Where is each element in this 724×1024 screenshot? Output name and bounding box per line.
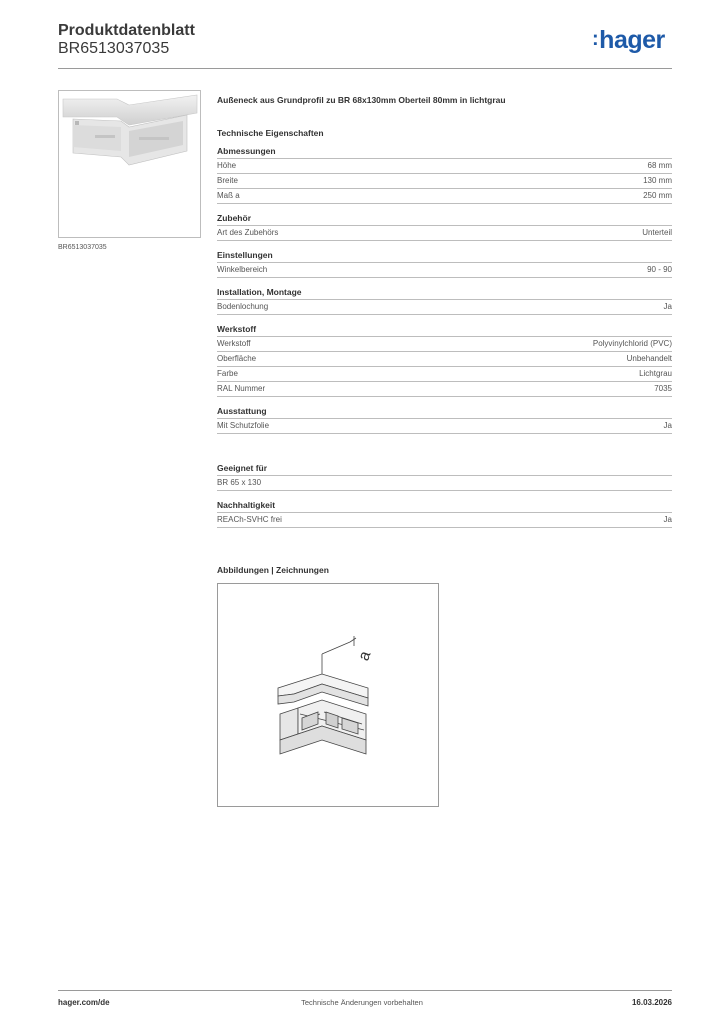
section-title: Installation, Montage xyxy=(217,287,672,300)
spec-label: Breite xyxy=(217,176,238,185)
spec-row xyxy=(217,367,672,382)
spec-label: RAL Nummer xyxy=(217,384,266,393)
spec-label: Höhe xyxy=(217,161,237,170)
spec-section xyxy=(217,324,672,397)
spec-value: Ja xyxy=(663,421,672,430)
spec-value: 7035 xyxy=(654,384,672,393)
spec-value: 90 - 90 xyxy=(647,265,672,274)
page-title: Produktdatenblatt xyxy=(58,22,195,39)
section-title: Werkstoff xyxy=(217,324,672,337)
footer-date: 16.03.2026 xyxy=(631,998,672,1007)
product-code: BR6513037035 xyxy=(58,40,170,57)
spec-content xyxy=(217,95,672,537)
spec-label: Farbe xyxy=(217,369,238,378)
hager-logo xyxy=(592,26,665,55)
thumbnail-caption: BR6513037035 xyxy=(58,244,107,251)
logo-text: hager xyxy=(599,26,665,54)
spec-row xyxy=(217,337,672,352)
spec-label: BR 65 x 130 xyxy=(217,478,262,487)
spec-value: 130 mm xyxy=(643,176,672,185)
product-photo-icon xyxy=(59,91,200,237)
technical-drawing-icon xyxy=(218,584,438,806)
section-title: Geeignet für xyxy=(217,463,672,476)
section-title: Zubehör xyxy=(217,213,672,226)
spec-label: Werkstoff xyxy=(217,339,251,348)
section-title: Ausstattung xyxy=(217,406,672,419)
spec-value: Unbehandelt xyxy=(626,354,672,363)
spec-section xyxy=(217,213,672,241)
section-title: Nachhaltigkeit xyxy=(217,500,672,513)
spec-value: 68 mm xyxy=(647,161,672,170)
spec-section xyxy=(217,146,672,204)
section-title: Einstellungen xyxy=(217,250,672,263)
spec-value: Lichtgrau xyxy=(639,369,672,378)
spec-section xyxy=(217,406,672,434)
footer-website[interactable]: hager.com/de xyxy=(58,998,110,1007)
dimension-label: a xyxy=(355,648,375,664)
spec-row xyxy=(217,300,672,315)
section-title: Abmessungen xyxy=(217,146,672,159)
spec-row xyxy=(217,382,672,397)
header-divider xyxy=(58,68,672,69)
section-spacer xyxy=(217,443,672,463)
spec-section xyxy=(217,463,672,491)
spec-label: Bodenlochung xyxy=(217,302,269,311)
spec-row xyxy=(217,174,672,189)
spec-row xyxy=(217,476,672,491)
spec-section xyxy=(217,287,672,315)
spec-row xyxy=(217,513,672,528)
footer-disclaimer: Technische Änderungen vorbehalten xyxy=(301,998,423,1007)
spec-value: Unterteil xyxy=(642,228,672,237)
spec-row xyxy=(217,352,672,367)
spec-value: Ja xyxy=(663,515,672,524)
spec-section xyxy=(217,250,672,278)
spec-row xyxy=(217,189,672,204)
product-thumbnail xyxy=(58,90,201,238)
spec-label: Winkelbereich xyxy=(217,265,268,274)
spec-value: Polyvinylchlorid (PVC) xyxy=(592,339,672,348)
spec-value: Ja xyxy=(663,302,672,311)
spec-label: Oberfläche xyxy=(217,354,257,363)
spec-row xyxy=(217,226,672,241)
spec-sections xyxy=(217,146,672,528)
spec-section xyxy=(217,500,672,528)
spec-value: 250 mm xyxy=(643,191,672,200)
spec-row xyxy=(217,419,672,434)
spec-row xyxy=(217,159,672,174)
logo-dots: : xyxy=(592,28,599,50)
product-description: Außeneck aus Grundprofil zu BR 68x130mm Oberteil 80mm in lichtgrau xyxy=(217,95,506,105)
figure-title: Abbildungen | Zeichnungen xyxy=(217,565,329,575)
footer-divider xyxy=(58,990,672,991)
spec-label: Mit Schutzfolie xyxy=(217,421,270,430)
spec-row xyxy=(217,263,672,278)
spec-label: Maß a xyxy=(217,191,240,200)
spec-label: REACh-SVHC frei xyxy=(217,515,282,524)
spec-label: Art des Zubehörs xyxy=(217,228,279,237)
figure-box xyxy=(217,583,439,807)
tech-heading: Technische Eigenschaften xyxy=(217,128,324,138)
